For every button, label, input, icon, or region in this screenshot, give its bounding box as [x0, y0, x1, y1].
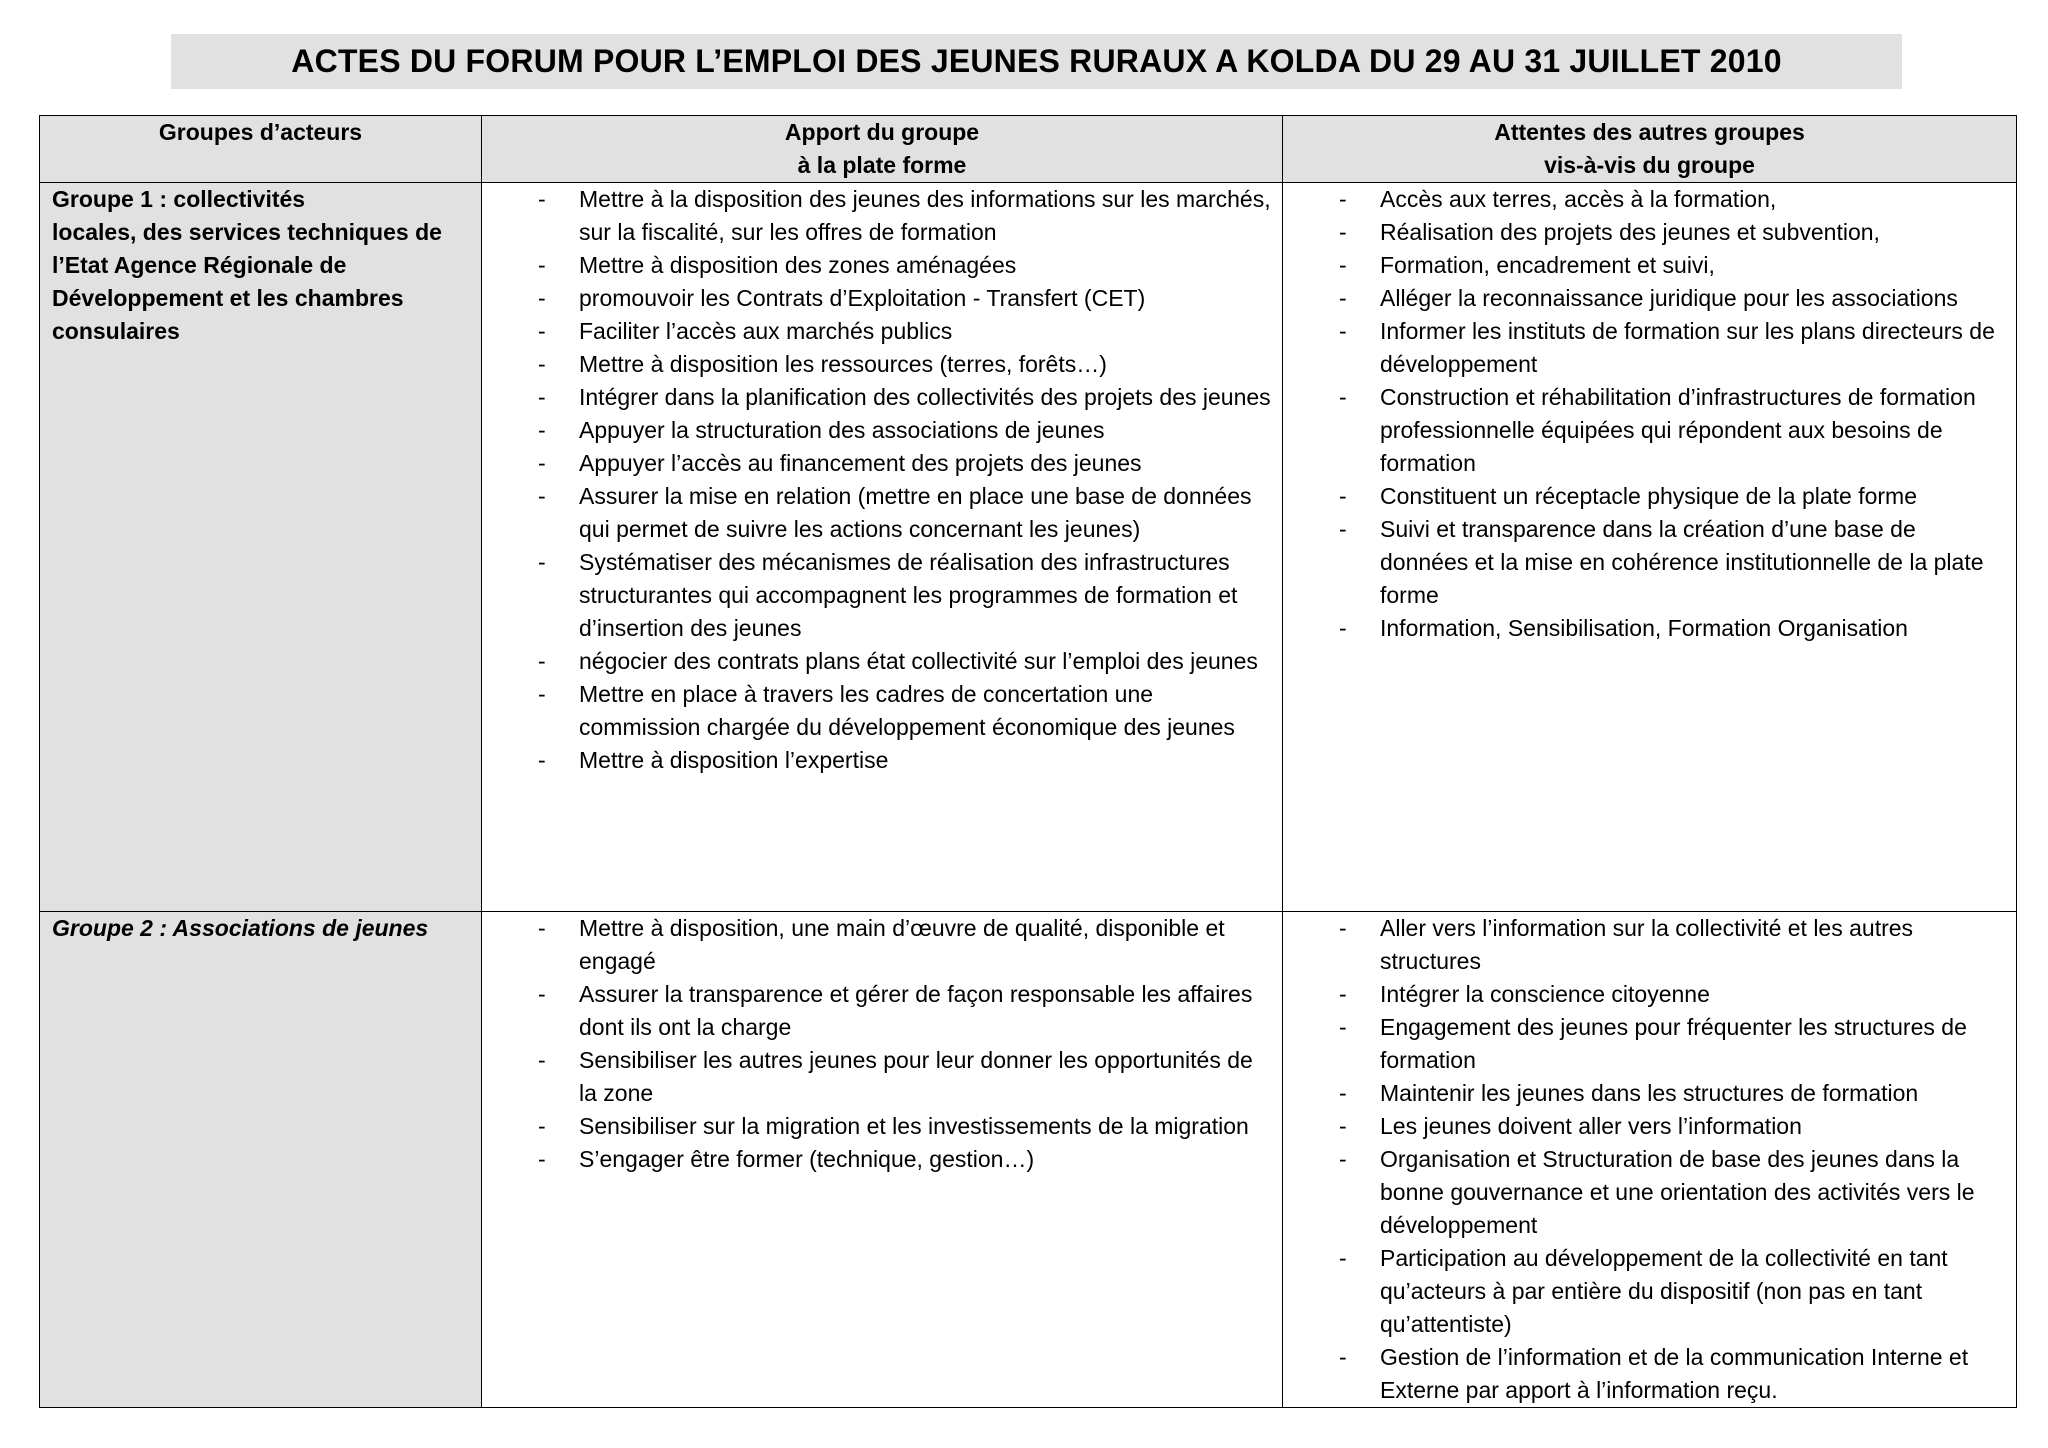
group-name-line: Groupe 2 : Associations de jeunes — [52, 915, 429, 941]
apport-cell — [482, 912, 1283, 1408]
group-cell — [40, 183, 482, 912]
list-item: - Suivi et transparence dans la création d’une base de données et la mise en cohérence institutionnelle de la plate forme — [1283, 513, 2006, 612]
apport-list — [482, 183, 1272, 777]
list-item: - Information, Sensibilisation, Formation Organisation — [1283, 612, 2006, 645]
list-item: - Appuyer la structuration des associations de jeunes — [482, 414, 1272, 447]
list-item: - Mettre à la disposition des jeunes des informations sur les marchés, sur la fiscalité, sur les offres de formation — [482, 183, 1272, 249]
header-text: Groupes d’acteurs — [158, 119, 363, 145]
header-text: à la plate forme — [797, 152, 967, 178]
group-name-line: consulaires — [52, 318, 180, 344]
list-item: - Intégrer la conscience citoyenne — [1283, 978, 2006, 1011]
group-name-line: locales, des services techniques de — [52, 219, 442, 245]
group-cell — [40, 912, 482, 1408]
table-header-row — [40, 116, 2017, 183]
attentes-list — [1283, 912, 2006, 1407]
table-row — [40, 183, 2017, 912]
list-item: - Sensibiliser sur la migration et les investissements de la migration — [482, 1110, 1272, 1143]
list-item: - promouvoir les Contrats d’Exploitation - Transfert (CET) — [482, 282, 1272, 315]
list-item: - Les jeunes doivent aller vers l’information — [1283, 1110, 2006, 1143]
list-item: - Constituent un réceptacle physique de la plate forme — [1283, 480, 2006, 513]
header-attentes — [1283, 116, 2017, 183]
list-item: - Sensibiliser les autres jeunes pour leur donner les opportunités de la zone — [482, 1044, 1272, 1110]
header-text: vis-à-vis du groupe — [1544, 152, 1755, 178]
list-item: - S’engager être former (technique, gestion…) — [482, 1143, 1272, 1176]
header-text: Apport du groupe — [784, 119, 980, 145]
document-title: ACTES DU FORUM POUR L’EMPLOI DES JEUNES RURAUX A KOLDA DU 29 AU 31 JUILLET 2010 — [291, 43, 1782, 79]
attentes-cell — [1283, 912, 2017, 1408]
list-item: - Mettre à disposition les ressources (terres, forêts…) — [482, 348, 1272, 381]
group-name-line: l’Etat Agence Régionale de — [52, 252, 347, 278]
list-item: - Appuyer l’accès au financement des projets des jeunes — [482, 447, 1272, 480]
list-item: - Organisation et Structuration de base des jeunes dans la bonne gouvernance et une orientation des activités vers le développement — [1283, 1143, 2006, 1242]
header-apport — [482, 116, 1283, 183]
attentes-cell — [1283, 183, 2017, 912]
list-item: - Systématiser des mécanismes de réalisation des infrastructures structurantes qui accompagnent les programmes de formation et d’insertion des jeunes — [482, 546, 1272, 645]
group-name-line: Développement et les chambres — [52, 285, 404, 311]
list-item: - négocier des contrats plans état collectivité sur l’emploi des jeunes — [482, 645, 1272, 678]
list-item: - Intégrer dans la planification des collectivités des projets des jeunes — [482, 381, 1272, 414]
list-item: - Mettre à disposition des zones aménagées — [482, 249, 1272, 282]
group-name-line: Groupe 1 : collectivités — [52, 186, 306, 212]
list-item: - Réalisation des projets des jeunes et subvention, — [1283, 216, 2006, 249]
title-banner — [171, 34, 1902, 89]
attentes-list — [1283, 183, 2006, 645]
list-item: - Participation au développement de la collectivité en tant qu’acteurs à par entière du dispositif (non pas en tant qu’attentiste) — [1283, 1242, 2006, 1341]
header-groupes-acteurs — [40, 116, 482, 183]
list-item: - Mettre à disposition l’expertise — [482, 744, 1272, 777]
list-item: - Informer les instituts de formation sur les plans directeurs de développement — [1283, 315, 2006, 381]
list-item: - Construction et réhabilitation d’infrastructures de formation professionnelle équipées qui répondent aux besoins de formation — [1283, 381, 2006, 480]
list-item: - Assurer la mise en relation (mettre en place une base de données qui permet de suivre les actions concernant les jeunes) — [482, 480, 1272, 546]
list-item: - Maintenir les jeunes dans les structures de formation — [1283, 1077, 2006, 1110]
table-row — [40, 912, 2017, 1408]
list-item: - Alléger la reconnaissance juridique pour les associations — [1283, 282, 2006, 315]
list-item: - Accès aux terres, accès à la formation, — [1283, 183, 2006, 216]
apport-list — [482, 912, 1272, 1176]
apport-cell — [482, 183, 1283, 912]
list-item: - Gestion de l’information et de la communication Interne et Externe par apport à l’information reçu. — [1283, 1341, 2006, 1407]
list-item: - Formation, encadrement et suivi, — [1283, 249, 2006, 282]
list-item: - Aller vers l’information sur la collectivité et les autres structures — [1283, 912, 2006, 978]
list-item: - Mettre à disposition, une main d’œuvre de qualité, disponible et engagé — [482, 912, 1272, 978]
forum-table — [39, 115, 2017, 1408]
list-item: - Assurer la transparence et gérer de façon responsable les affaires dont ils ont la charge — [482, 978, 1272, 1044]
list-item: - Engagement des jeunes pour fréquenter les structures de formation — [1283, 1011, 2006, 1077]
header-text: Attentes des autres groupes — [1494, 119, 1805, 145]
list-item: - Mettre en place à travers les cadres de concertation une commission chargée du développement économique des jeunes — [482, 678, 1272, 744]
list-item: - Faciliter l’accès aux marchés publics — [482, 315, 1272, 348]
